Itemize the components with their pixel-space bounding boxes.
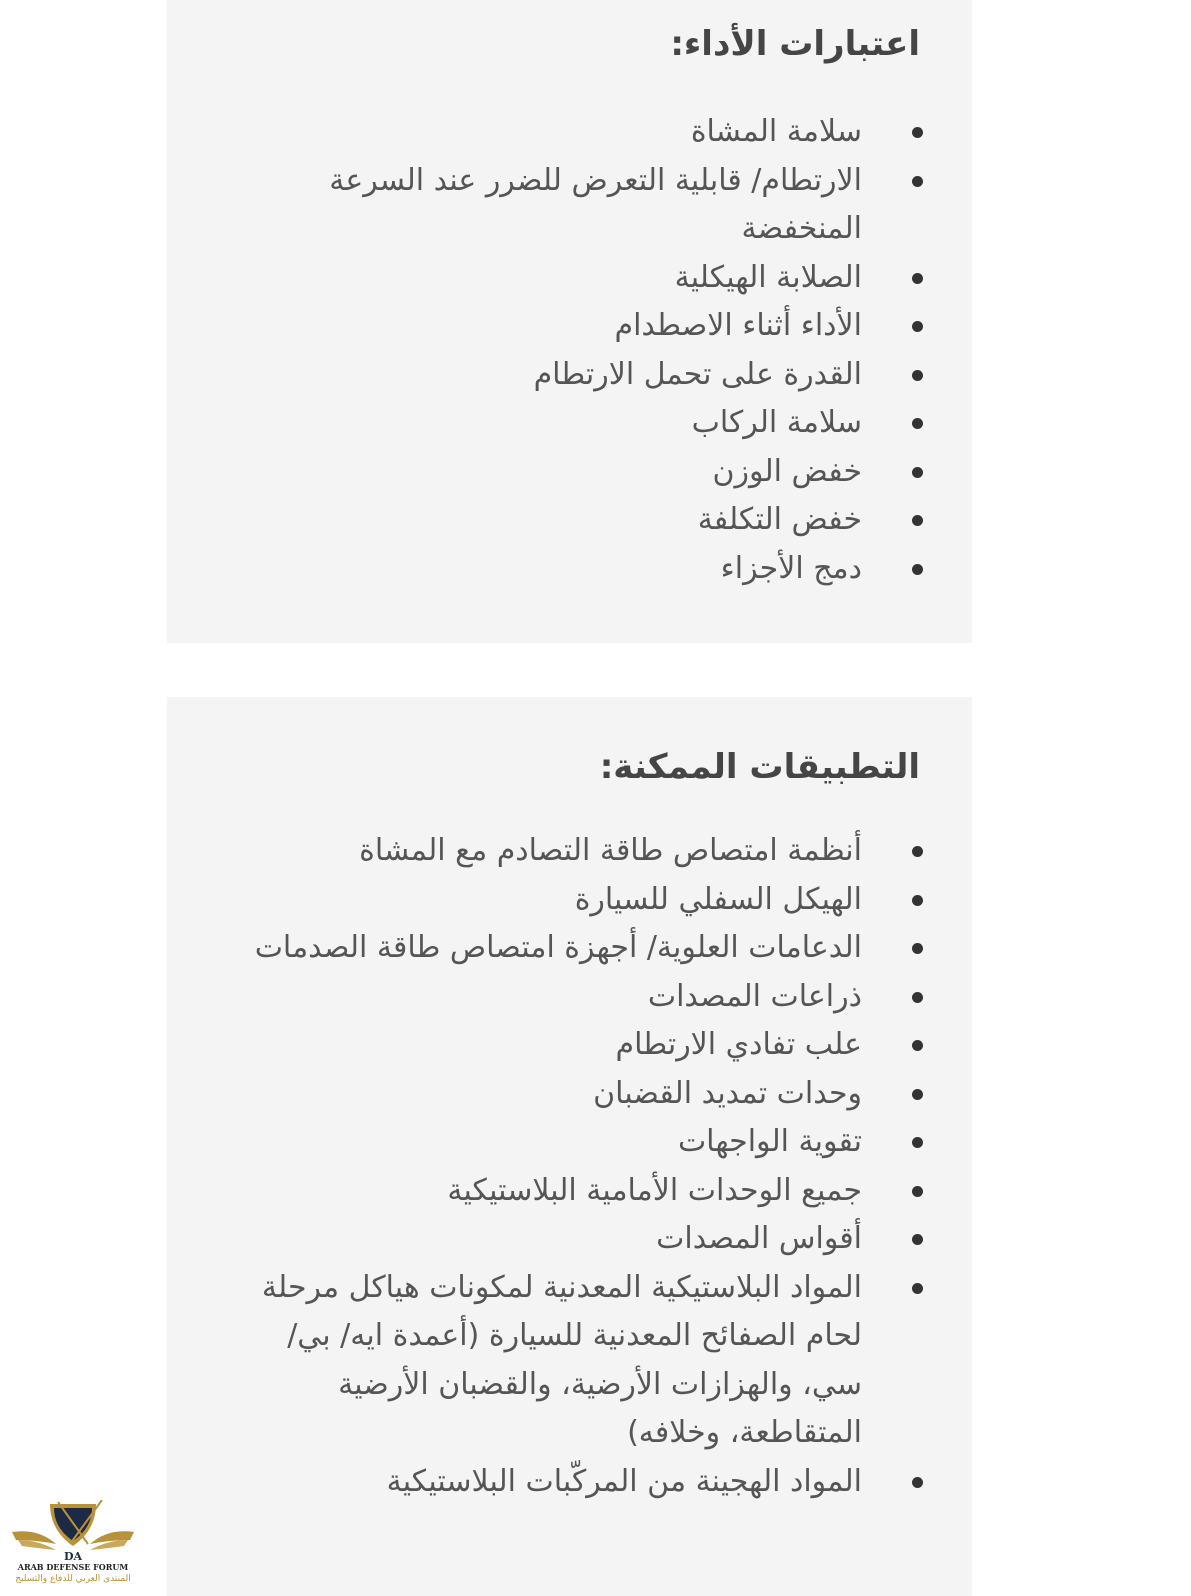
list-item xyxy=(252,496,972,545)
list-item-text: المواد البلاستيكية المعدنية لمكونات هياكل مرحلة لحام الصفائح المعدنية للسيارة (أعمدة ايه/ بي/ سي، والهزازات الأرضية، والقضبان الأرضية المتقاطعة، وخلافه) xyxy=(261,1269,862,1450)
section-title: التطبيقات الممكنة: xyxy=(599,747,920,787)
performance-considerations-card xyxy=(167,0,972,643)
bullet-icon xyxy=(912,943,923,954)
bullet-icon xyxy=(912,1283,923,1294)
list-item xyxy=(252,399,972,448)
section-title: اعتبارات الأداء: xyxy=(670,24,920,64)
bullet-icon xyxy=(912,321,923,332)
watermark-name-en: ARAB DEFENSE FORUM xyxy=(17,1562,129,1572)
bullet-icon xyxy=(912,515,923,526)
bullet-icon xyxy=(912,1234,923,1245)
list-item xyxy=(252,1070,972,1119)
bullet-icon xyxy=(912,1089,923,1100)
list-item-text: سلامة المشاة xyxy=(690,114,862,149)
bullet-icon xyxy=(912,992,923,1003)
arab-defense-forum-watermark xyxy=(8,1500,138,1596)
possible-applications-card xyxy=(167,697,972,1596)
list-item-text: الصلابة الهيكلية xyxy=(674,259,862,295)
bullet-icon xyxy=(912,176,923,187)
list-item xyxy=(252,973,972,1022)
list-item-text: خفض التكلفة xyxy=(697,502,862,537)
list-item xyxy=(252,1264,972,1458)
list-item xyxy=(252,545,972,594)
bullet-icon xyxy=(912,564,923,575)
list-item-text: القدرة على تحمل الارتطام xyxy=(533,356,862,392)
bullet-icon xyxy=(912,895,923,906)
list-item-text: الدعامات العلوية/ أجهزة امتصاص طاقة الصدمات xyxy=(254,930,862,965)
list-item xyxy=(252,254,972,303)
list-item xyxy=(252,108,972,157)
list-item xyxy=(252,351,972,400)
list-item-text: أقواس المصدات xyxy=(656,1221,862,1256)
bullet-icon xyxy=(912,1186,923,1197)
list-item xyxy=(252,1215,972,1264)
bullet-icon xyxy=(912,1040,923,1051)
list-item-text: جميع الوحدات الأمامية البلاستيكية xyxy=(447,1172,862,1208)
list-item xyxy=(252,924,972,973)
bullet-icon xyxy=(912,127,923,138)
list-item xyxy=(252,157,972,254)
list-item-text: وحدات تمديد القضبان xyxy=(593,1075,862,1111)
bullet-icon xyxy=(912,418,923,429)
list-item xyxy=(252,876,972,925)
list-item-text: الارتطام/ قابلية التعرض للضرر عند السرعة المنخفضة xyxy=(329,162,862,246)
list-item-text: الهيكل السفلي للسيارة xyxy=(574,881,862,917)
bullet-list xyxy=(252,827,972,1506)
bullet-list xyxy=(252,108,972,593)
list-item-text: خفض الوزن xyxy=(712,453,862,489)
bullet-icon xyxy=(912,370,923,381)
list-item xyxy=(252,302,972,351)
list-item xyxy=(252,1167,972,1216)
list-item xyxy=(252,1118,972,1167)
list-item-text: سلامة الركاب xyxy=(691,405,862,440)
bullet-icon xyxy=(912,273,923,284)
list-item-text: تقوية الواجهات xyxy=(677,1124,862,1159)
shield-logo-icon xyxy=(8,1500,138,1566)
list-item-text: دمج الأجزاء xyxy=(720,550,862,586)
list-item-text: ذراعات المصدات xyxy=(647,978,862,1014)
list-item-text: المواد الهجينة من المركّبات البلاستيكية xyxy=(386,1463,862,1499)
list-item xyxy=(252,827,972,876)
bullet-icon xyxy=(912,467,923,478)
list-item xyxy=(252,1458,972,1507)
bullet-icon xyxy=(912,846,923,857)
list-item-text: علب تفادي الارتطام xyxy=(615,1027,862,1062)
list-item-text: أنظمة امتصاص طاقة التصادم مع المشاة xyxy=(359,833,862,868)
list-item xyxy=(252,448,972,497)
list-item xyxy=(252,1021,972,1070)
watermark-name-ar: المنتدى العربي للدفاع والتسليح xyxy=(15,1574,131,1584)
bullet-icon xyxy=(912,1137,923,1148)
svg-text:DA: DA xyxy=(63,1550,83,1563)
bullet-icon xyxy=(912,1477,923,1488)
list-item-text: الأداء أثناء الاصطدام xyxy=(614,308,862,343)
